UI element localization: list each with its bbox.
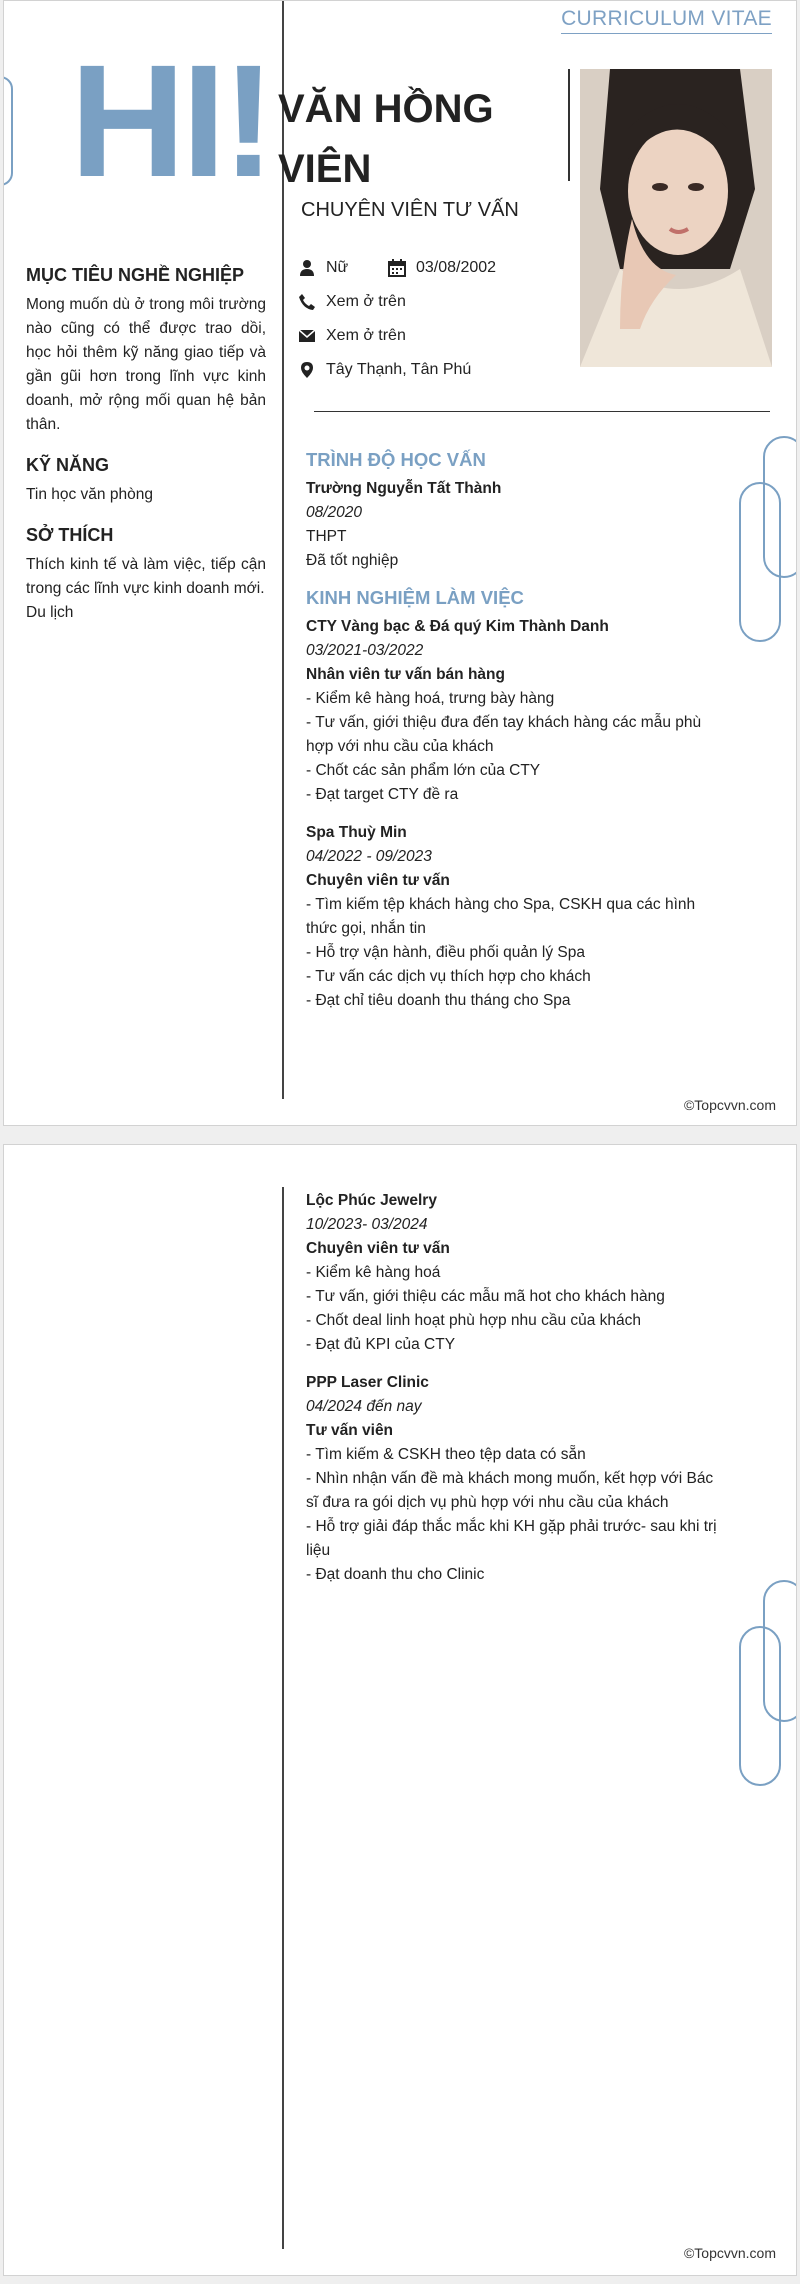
dob-value: 03/08/2002 bbox=[416, 259, 497, 276]
job-duty: - Chốt deal linh hoạt phù hợp nhu cầu của khách bbox=[306, 1312, 642, 1329]
skills-text: Tin học văn phòng bbox=[26, 486, 153, 503]
address-value: Tây Thạnh, Tân Phú bbox=[326, 361, 472, 378]
candidate-name bbox=[278, 79, 518, 199]
cv-page-2 bbox=[3, 1144, 797, 2276]
job-duty: - Tư vấn, giới thiệu đưa đến tay khách hàng các mẫu phù hợp với nhu cầu của khách bbox=[306, 714, 702, 755]
phone-value: Xem ở trên bbox=[326, 293, 406, 310]
job-entry bbox=[306, 1189, 726, 1357]
job-duty: - Đạt target CTY đề ra bbox=[306, 786, 459, 803]
job-duty: - Đạt đủ KPI của CTY bbox=[306, 1336, 456, 1353]
education-status: Đã tốt nghiệp bbox=[306, 552, 399, 569]
footer-credit: ©Topcvvn.com bbox=[683, 2245, 776, 2261]
phone-row bbox=[298, 293, 406, 311]
job-company: PPP Laser Clinic bbox=[306, 1374, 429, 1391]
skills-title: KỸ NĂNG bbox=[26, 455, 110, 475]
job-duty: - Đạt doanh thu cho Clinic bbox=[306, 1566, 485, 1583]
job-duty: - Tư vấn, giới thiệu các mẫu mã hot cho khách hàng bbox=[306, 1288, 665, 1305]
address-row bbox=[298, 361, 471, 379]
envelope-icon bbox=[298, 327, 316, 345]
candidate-role: CHUYÊN VIÊN TƯ VẤN bbox=[301, 199, 519, 221]
job-position: Chuyên viên tư vấn bbox=[306, 1240, 450, 1257]
objective-title: MỤC TIÊU NGHỀ NGHIỆP bbox=[26, 265, 245, 285]
experience-title: KINH NGHIỆM LÀM VIỆC bbox=[306, 587, 524, 608]
paperclip-decoration bbox=[3, 75, 32, 189]
education-title: TRÌNH ĐỘ HỌC VẤN bbox=[306, 449, 486, 470]
hi-heading: HI! bbox=[70, 31, 272, 210]
job-entry bbox=[306, 1371, 726, 1587]
job-duty: - Kiểm kê hàng hoá, trưng bày hàng bbox=[306, 690, 555, 707]
job-duty: - Tìm kiếm & CSKH theo tệp data có sẵn bbox=[306, 1446, 586, 1463]
objective-text: Mong muốn dù ở trong môi trường nào cũng có thể được trao dồi, học hỏi thêm kỹ năng giao tiếp và gần gũi hơn trong lĩnh vực kinh doanh, mở rộng mối quan hệ bản thân. bbox=[26, 296, 266, 433]
job-duty: - Hỗ trợ vận hành, điều phối quản lý Spa bbox=[306, 944, 586, 961]
profile-photo bbox=[580, 69, 772, 367]
job-date: 10/2023- 03/2024 bbox=[306, 1216, 428, 1233]
paperclip-decoration bbox=[738, 435, 797, 645]
job-position: Nhân viên tư vấn bán hàng bbox=[306, 666, 505, 683]
footer-credit: ©Topcvvn.com bbox=[683, 1097, 776, 1113]
job-duty: - Tìm kiếm tệp khách hàng cho Spa, CSKH qua các hình thức gọi, nhắn tin bbox=[306, 896, 696, 937]
email-row bbox=[298, 327, 406, 345]
job-date: 03/2021-03/2022 bbox=[306, 642, 424, 659]
phone-icon bbox=[298, 293, 316, 311]
dob-row bbox=[388, 259, 496, 277]
candidate-name-line2: VIÊN bbox=[278, 147, 372, 191]
gender-value: Nữ bbox=[326, 259, 349, 276]
hobbies-text: Thích kinh tế và làm việc, tiếp cận trong các lĩnh vực kinh doanh mới. bbox=[26, 556, 266, 597]
location-pin-icon bbox=[298, 361, 316, 379]
job-duty: - Chốt các sản phẩm lớn của CTY bbox=[306, 762, 541, 779]
person-icon bbox=[298, 259, 316, 277]
job-date: 04/2022 - 09/2023 bbox=[306, 848, 432, 865]
email-value: Xem ở trên bbox=[326, 327, 406, 344]
hobbies-text-2: Du lịch bbox=[26, 604, 74, 621]
job-position: Tư vấn viên bbox=[306, 1422, 394, 1439]
education-level: THPT bbox=[306, 528, 347, 545]
vertical-divider bbox=[282, 1187, 284, 2249]
job-date: 04/2024 đến nay bbox=[306, 1398, 422, 1415]
photo-accent-line bbox=[568, 69, 570, 181]
gender-row bbox=[298, 259, 348, 277]
job-company: Spa Thuỳ Min bbox=[306, 824, 407, 841]
job-entry bbox=[306, 821, 726, 1013]
job-duty: - Tư vấn các dịch vụ thích hợp cho khách bbox=[306, 968, 591, 985]
candidate-name-line1: VĂN HỒNG bbox=[278, 87, 494, 131]
cv-page-1 bbox=[3, 0, 797, 1126]
contact-divider bbox=[314, 411, 770, 412]
hobbies-title: SỞ THÍCH bbox=[26, 525, 114, 545]
paperclip-decoration bbox=[738, 1579, 797, 1789]
curriculum-vitae-label: CURRICULUM VITAE bbox=[561, 7, 772, 34]
job-duty: - Kiểm kê hàng hoá bbox=[306, 1264, 441, 1281]
job-entry bbox=[306, 615, 726, 807]
job-duty: - Đạt chỉ tiêu doanh thu tháng cho Spa bbox=[306, 992, 571, 1009]
job-position: Chuyên viên tư vấn bbox=[306, 872, 450, 889]
school-name: Trường Nguyễn Tất Thành bbox=[306, 480, 502, 497]
job-duty: - Nhìn nhận vấn đề mà khách mong muốn, kết hợp với Bác sĩ đưa ra gói dịch vụ phù hợp với nhu cầu của khách bbox=[306, 1470, 714, 1511]
job-duty: - Hỗ trợ giải đáp thắc mắc khi KH gặp phải trước- sau khi trị liệu bbox=[306, 1518, 717, 1559]
hobbies-block bbox=[26, 553, 266, 625]
education-date: 08/2020 bbox=[306, 504, 363, 521]
job-company: CTY Vàng bạc & Đá quý Kim Thành Danh bbox=[306, 618, 609, 635]
education-entry bbox=[306, 477, 726, 573]
calendar-icon bbox=[388, 259, 406, 277]
job-company: Lộc Phúc Jewelry bbox=[306, 1192, 437, 1209]
